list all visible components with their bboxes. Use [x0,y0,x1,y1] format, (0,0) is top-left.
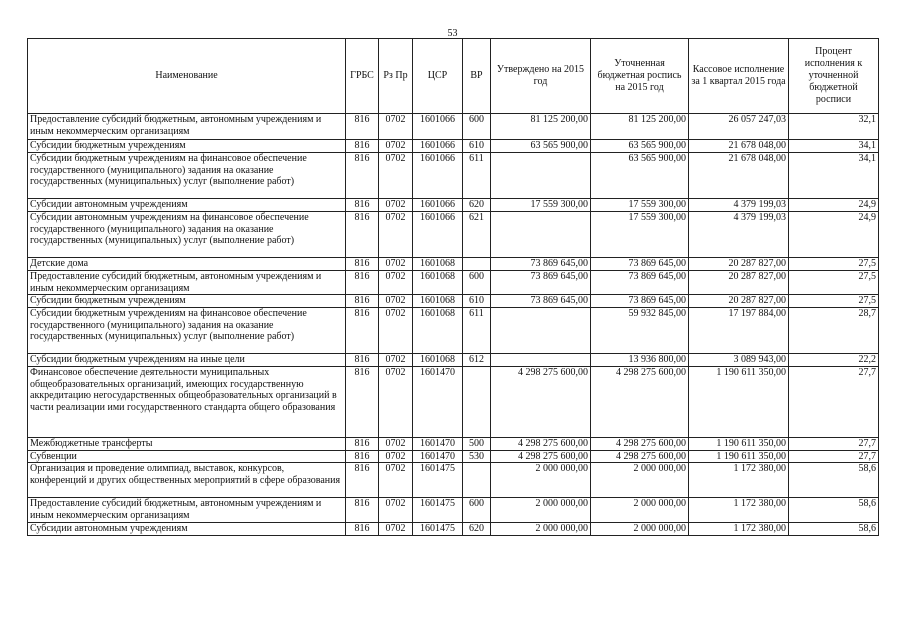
cell-vr: 611 [463,153,491,199]
header-grbs: ГРБС [346,39,379,114]
cell-vr: 600 [463,498,491,523]
cell-approved: 81 125 200,00 [491,114,591,140]
cell-approved: 73 869 645,00 [491,258,591,271]
table-row [28,498,879,523]
cell-name: Субвенции [28,450,346,463]
cell-csr: 1601068 [413,295,463,308]
cell-name: Организация и проведение олимпиад, выставок, конкурсов, конференций и других общественных мероприятий в сфере образования [28,463,346,498]
cell-percent: 58,6 [789,463,879,498]
cell-name: Субсидии автономным учреждениям [28,199,346,212]
cell-grbs: 816 [346,153,379,199]
cell-approved: 4 298 275 600,00 [491,367,591,438]
cell-grbs: 816 [346,258,379,271]
header-percent: Процент исполнения к уточненной бюджетной росписи [789,39,879,114]
budget-table [27,38,879,536]
cell-approved: 73 869 645,00 [491,295,591,308]
cell-executed: 17 197 884,00 [689,308,789,354]
cell-vr [463,463,491,498]
cell-csr: 1601066 [413,153,463,199]
cell-approved [491,153,591,199]
cell-rzpr: 0702 [379,367,413,438]
cell-percent: 34,1 [789,153,879,199]
cell-executed: 3 089 943,00 [689,354,789,367]
cell-refined: 63 565 900,00 [591,140,689,153]
cell-refined: 13 936 800,00 [591,354,689,367]
cell-csr: 1601470 [413,367,463,438]
cell-approved: 4 298 275 600,00 [491,450,591,463]
cell-name: Предоставление субсидий бюджетным, автономным учреждениям и иным некоммерческим организациям [28,114,346,140]
cell-grbs: 816 [346,114,379,140]
cell-refined: 59 932 845,00 [591,308,689,354]
cell-csr: 1601066 [413,114,463,140]
header-rzpr: Рз Пр [379,39,413,114]
cell-percent: 27,5 [789,258,879,271]
cell-grbs: 816 [346,523,379,536]
cell-grbs: 816 [346,140,379,153]
table-row [28,140,879,153]
cell-approved: 17 559 300,00 [491,199,591,212]
cell-refined: 2 000 000,00 [591,498,689,523]
cell-rzpr: 0702 [379,498,413,523]
cell-executed: 4 379 199,03 [689,212,789,258]
page-number: 53 [447,28,458,39]
cell-name: Финансовое обеспечение деятельности муниципальных общеобразовательных организаций, имеющих государственную аккредитацию негосударственных общеобразовательных организаций в части реализации ими государственного стандарта общего образования [28,367,346,438]
cell-name: Предоставление субсидий бюджетным, автономным учреждениям и иным некоммерческим организациям [28,498,346,523]
cell-approved [491,354,591,367]
cell-vr: 611 [463,308,491,354]
cell-vr [463,258,491,271]
table-row [28,153,879,199]
cell-vr: 620 [463,199,491,212]
cell-rzpr: 0702 [379,308,413,354]
cell-grbs: 816 [346,354,379,367]
cell-percent: 58,6 [789,498,879,523]
cell-percent: 27,5 [789,271,879,295]
cell-percent: 22,2 [789,354,879,367]
cell-grbs: 816 [346,367,379,438]
cell-refined: 4 298 275 600,00 [591,438,689,451]
cell-name: Межбюджетные трансферты [28,438,346,451]
cell-executed: 1 172 380,00 [689,498,789,523]
cell-csr: 1601475 [413,463,463,498]
cell-refined: 2 000 000,00 [591,523,689,536]
cell-percent: 28,7 [789,308,879,354]
cell-executed: 20 287 827,00 [689,271,789,295]
cell-refined: 4 298 275 600,00 [591,367,689,438]
cell-approved: 2 000 000,00 [491,498,591,523]
cell-percent: 24,9 [789,212,879,258]
cell-refined: 2 000 000,00 [591,463,689,498]
cell-grbs: 816 [346,295,379,308]
cell-refined: 73 869 645,00 [591,258,689,271]
cell-refined: 73 869 645,00 [591,271,689,295]
table-row [28,354,879,367]
cell-executed: 4 379 199,03 [689,199,789,212]
table-row [28,212,879,258]
table-row [28,308,879,354]
cell-csr: 1601068 [413,308,463,354]
cell-vr: 621 [463,212,491,258]
cell-csr: 1601068 [413,354,463,367]
cell-refined: 73 869 645,00 [591,295,689,308]
cell-rzpr: 0702 [379,140,413,153]
header-name: Наименование [28,39,346,114]
cell-vr: 600 [463,271,491,295]
cell-percent: 58,6 [789,523,879,536]
cell-percent: 27,7 [789,450,879,463]
cell-csr: 1601068 [413,271,463,295]
cell-vr: 610 [463,140,491,153]
cell-name: Субсидии автономным учреждениям [28,523,346,536]
cell-csr: 1601475 [413,498,463,523]
cell-vr: 500 [463,438,491,451]
cell-vr: 530 [463,450,491,463]
cell-refined: 81 125 200,00 [591,114,689,140]
header-refined: Уточненная бюджетная роспись на 2015 год [591,39,689,114]
header-executed: Кассовое исполнение за 1 квартал 2015 года [689,39,789,114]
table-row [28,367,879,438]
cell-csr: 1601068 [413,258,463,271]
cell-refined: 63 565 900,00 [591,153,689,199]
cell-approved: 4 298 275 600,00 [491,438,591,451]
cell-executed: 20 287 827,00 [689,295,789,308]
cell-name: Субсидии бюджетным учреждениям [28,295,346,308]
cell-percent: 27,7 [789,438,879,451]
cell-name: Субсидии бюджетным учреждениям на финансовое обеспечение государственного (муниципального) задания на оказание государственных (муниципальных) услуг (выполнение работ) [28,153,346,199]
table-row [28,199,879,212]
cell-rzpr: 0702 [379,199,413,212]
cell-rzpr: 0702 [379,295,413,308]
cell-name: Предоставление субсидий бюджетным, автономным учреждениям и иным некоммерческим организациям [28,271,346,295]
header-vr: ВР [463,39,491,114]
cell-refined: 4 298 275 600,00 [591,450,689,463]
cell-name: Детские дома [28,258,346,271]
cell-grbs: 816 [346,271,379,295]
cell-csr: 1601475 [413,523,463,536]
cell-approved: 2 000 000,00 [491,463,591,498]
table-row [28,114,879,140]
cell-vr [463,367,491,438]
cell-name: Субсидии бюджетным учреждениям на финансовое обеспечение государственного (муниципального) задания на оказание государственных (муниципальных) услуг (выполнение работ) [28,308,346,354]
cell-executed: 1 190 611 350,00 [689,438,789,451]
cell-executed: 1 190 611 350,00 [689,450,789,463]
cell-rzpr: 0702 [379,523,413,536]
table-row [28,523,879,536]
cell-percent: 32,1 [789,114,879,140]
cell-percent: 24,9 [789,199,879,212]
cell-csr: 1601066 [413,140,463,153]
cell-grbs: 816 [346,212,379,258]
cell-approved: 2 000 000,00 [491,523,591,536]
cell-csr: 1601470 [413,450,463,463]
cell-approved [491,212,591,258]
cell-csr: 1601470 [413,438,463,451]
cell-approved: 73 869 645,00 [491,271,591,295]
cell-csr: 1601066 [413,199,463,212]
cell-percent: 27,5 [789,295,879,308]
cell-rzpr: 0702 [379,450,413,463]
cell-rzpr: 0702 [379,463,413,498]
cell-grbs: 816 [346,438,379,451]
cell-grbs: 816 [346,450,379,463]
table-row [28,258,879,271]
cell-name: Субсидии бюджетным учреждениям [28,140,346,153]
cell-percent: 34,1 [789,140,879,153]
cell-vr: 620 [463,523,491,536]
cell-name: Субсидии автономным учреждениям на финансовое обеспечение государственного (муниципального) задания на оказание государственных (муниципальных) услуг (выполнение работ) [28,212,346,258]
table-header-row [28,39,879,114]
cell-rzpr: 0702 [379,438,413,451]
cell-grbs: 816 [346,308,379,354]
cell-executed: 21 678 048,00 [689,153,789,199]
cell-rzpr: 0702 [379,153,413,199]
cell-rzpr: 0702 [379,271,413,295]
cell-rzpr: 0702 [379,212,413,258]
cell-executed: 21 678 048,00 [689,140,789,153]
cell-vr: 612 [463,354,491,367]
cell-executed: 1 172 380,00 [689,463,789,498]
cell-approved [491,308,591,354]
cell-executed: 1 190 611 350,00 [689,367,789,438]
cell-executed: 26 057 247,03 [689,114,789,140]
table-row [28,438,879,451]
table-row [28,450,879,463]
cell-csr: 1601066 [413,212,463,258]
cell-refined: 17 559 300,00 [591,199,689,212]
table-body [28,114,879,536]
table-row [28,271,879,295]
cell-grbs: 816 [346,199,379,212]
cell-rzpr: 0702 [379,258,413,271]
header-csr: ЦСР [413,39,463,114]
cell-grbs: 816 [346,498,379,523]
cell-rzpr: 0702 [379,354,413,367]
cell-executed: 1 172 380,00 [689,523,789,536]
cell-refined: 17 559 300,00 [591,212,689,258]
table-row [28,463,879,498]
cell-vr: 600 [463,114,491,140]
header-approved: Утверждено на 2015 год [491,39,591,114]
table-row [28,295,879,308]
cell-name: Субсидии бюджетным учреждениям на иные цели [28,354,346,367]
cell-approved: 63 565 900,00 [491,140,591,153]
cell-rzpr: 0702 [379,114,413,140]
cell-percent: 27,7 [789,367,879,438]
cell-executed: 20 287 827,00 [689,258,789,271]
cell-grbs: 816 [346,463,379,498]
cell-vr: 610 [463,295,491,308]
